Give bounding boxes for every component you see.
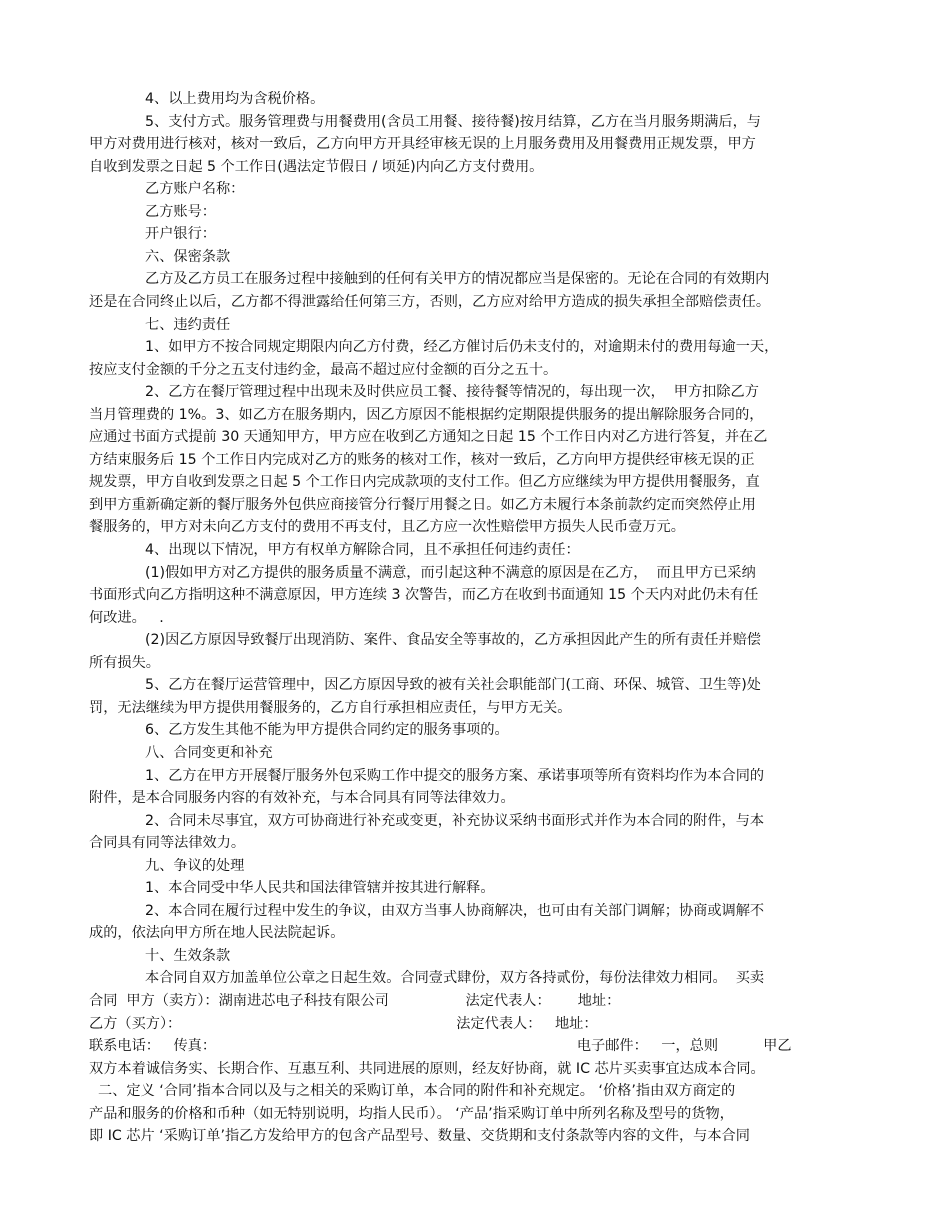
text-line: 乙方账号：: [145, 203, 216, 220]
text-line: 2、乙方在餐厅管理过程中出现未及时供应员工餐、接待餐等情况的，每出现一次， 甲方扣除乙方: [145, 384, 759, 401]
text-line: (2)因乙方原因导致餐厅出现消防、案件、食品安全等事故的，乙方承担因此产生的所有责任并赔偿: [145, 632, 761, 649]
text-line: 乙方及乙方员工在服务过程中接触到的任何有关甲方的情况都应当是保密的。无论在合同的有效期内: [145, 271, 770, 288]
text-line: 到甲方重新确定新的餐厅服务外包供应商接管分行餐厅用餐之日。如乙方未履行本条前款约定而突然停止用: [89, 496, 756, 513]
text-line: 八、合同变更和补充: [145, 744, 273, 761]
text-line: 何改进。 .: [89, 609, 164, 626]
text-line: 4、出现以下情况，甲方有权单方解除合同，且不承担任何违约责任：: [145, 542, 580, 558]
text-line: 2、本合同在履行过程中发生的争议，由双方当事人协商解决，也可由有关部门调解；协商或调解不: [145, 902, 765, 919]
text-line: 还是在合同终止以后，乙方都不得泄露给任何第三方，否则，乙方应对给甲方造成的损失承担全部赔偿责任。: [89, 293, 771, 310]
text-line: 本合同自双方加盖单位公章之日起生效。合同壹式肆份，双方各持贰份，每份法律效力相同。 买卖: [145, 970, 765, 987]
text-line: 十、生效条款: [145, 947, 231, 964]
text-line: 罚，无法继续为甲方提供用餐服务的，乙方自行承担相应责任，与甲方无关。: [89, 699, 572, 716]
text-line: 5、支付方式。服务管理费与用餐费用(含员工用餐、接待餐)按月结算，乙方在当月服务期满后，与: [145, 113, 761, 130]
text-line: 七、违约责任: [145, 316, 231, 333]
text-line: 甲方对费用进行核对，核对一致后，乙方向甲方开具经审核无误的上月服务费用及用餐费用正规发票，甲方: [89, 136, 756, 153]
text-line: 开户银行：: [145, 226, 216, 243]
text-line: 自收到发票之日起 5 个工作日(遇法定节假日 / 顷延)内向乙方支付费用。: [89, 158, 544, 175]
text-line: 4、以上费用均为含税价格。: [145, 91, 325, 107]
text-line: 按应支付金额的千分之五支付违约金，最高不超过应付金额的百分之五十。: [89, 361, 558, 378]
text-line: 九、争议的处理: [145, 857, 245, 874]
text-line: 当月管理费的 1%。3、如乙方在服务期内，因乙方原因不能根据约定期限提供服务的提出解除服务合同的，: [89, 406, 764, 423]
text-line: 二、定义 ‘合同’指本合同以及与之相关的采购订单，本合同的附件和补充规定。 ‘价格’指由双方商定的: [89, 1083, 736, 1100]
text-line: 乙方账户名称：: [145, 181, 245, 198]
text-line: 成的，依法向甲方所在地人民法院起诉。: [89, 925, 345, 942]
text-line: 2、合同未尽事宜，双方可协商进行补充或变更，补充协议采纳书面形式并作为本合同的附件，与本: [145, 812, 765, 829]
text-line: 合同具有同等法律效力。: [89, 835, 246, 852]
text-line: (1)假如甲方对乙方提供的服务质量不满意，而引起这种不满意的原因是在乙方， 而且甲方已采纳: [145, 564, 756, 581]
text-line: 合同 甲方（卖方）：湖南进芯电子科技有限公司 法定代表人： 地址：: [89, 993, 621, 1009]
text-line: 附件，是本合同服务内容的有效补充，与本合同具有同等法律效力。: [89, 790, 515, 807]
text-line: 5、乙方在餐厅运营管理中，因乙方原因导致的被有关社会职能部门(工商、环保、城管、卫生等)处: [145, 677, 761, 694]
text-line: 6、乙方发生其他不能为甲方提供合同约定的服务事项的。: [145, 722, 509, 739]
text-line: 乙方（买方）： 法定代表人： 地址：: [89, 1015, 598, 1032]
text-line: 规发票，甲方自收到发票之日起 5 个工作日内完成款项的支付工作。但乙方应继续为甲方提供用餐服务，直: [89, 474, 760, 491]
text-line: 1、如甲方不按合同规定期限内向乙方付费，经乙方催讨后仍未支付的，对逾期未付的费用每逾一天，: [145, 339, 779, 356]
text-line: 产品和服务的价格和币种（如无特别说明，均指人民币）。 ‘产品’指采购订单中所列名称及型号的货物，: [89, 1105, 734, 1122]
text-line: 所有损失。: [89, 654, 160, 671]
text-line: 1、本合同受中华人民共和国法律管辖并按其进行解释。: [145, 880, 495, 897]
text-line: 即 IC 芯片 ‘采购订单’指乙方发给甲方的包含产品型号、数量、交货期和支付条款等内容的文件，与本合同: [89, 1128, 750, 1145]
text-line: 书面形式向乙方指明这种不满意原因，甲方连续 3 次警告，而乙方在收到书面通知 15 个天内对此仍未有任: [89, 587, 759, 604]
text-line: 六、保密条款: [145, 248, 231, 265]
text-line: 方结束服务后 15 个工作日内完成对乙方的账务的核对工作，核对一致后，乙方向甲方提供经审核无误的正: [89, 451, 755, 468]
text-line: 联系电话： 传真： 电子邮件： 一，总则 甲乙: [89, 1038, 792, 1055]
text-line: 1、乙方在甲方开展餐厅服务外包采购工作中提交的服务方案、承诺事项等所有资料均作为本合同的: [145, 767, 765, 784]
text-line: 应通过书面方式提前 30 天通知甲方，甲方应在收到乙方通知之日起 15 个工作日内对乙方进行答复，并在乙: [89, 429, 768, 446]
text-line: 餐服务的，甲方对未向乙方支付的费用不再支付，且乙方应一次性赔偿甲方损失人民币壹万元。: [89, 519, 685, 536]
text-line: 双方本着诚信务实、长期合作、互惠互利、共同进展的原则，经友好协商，就 IC 芯片买卖事宜达成本合同。: [89, 1060, 765, 1077]
